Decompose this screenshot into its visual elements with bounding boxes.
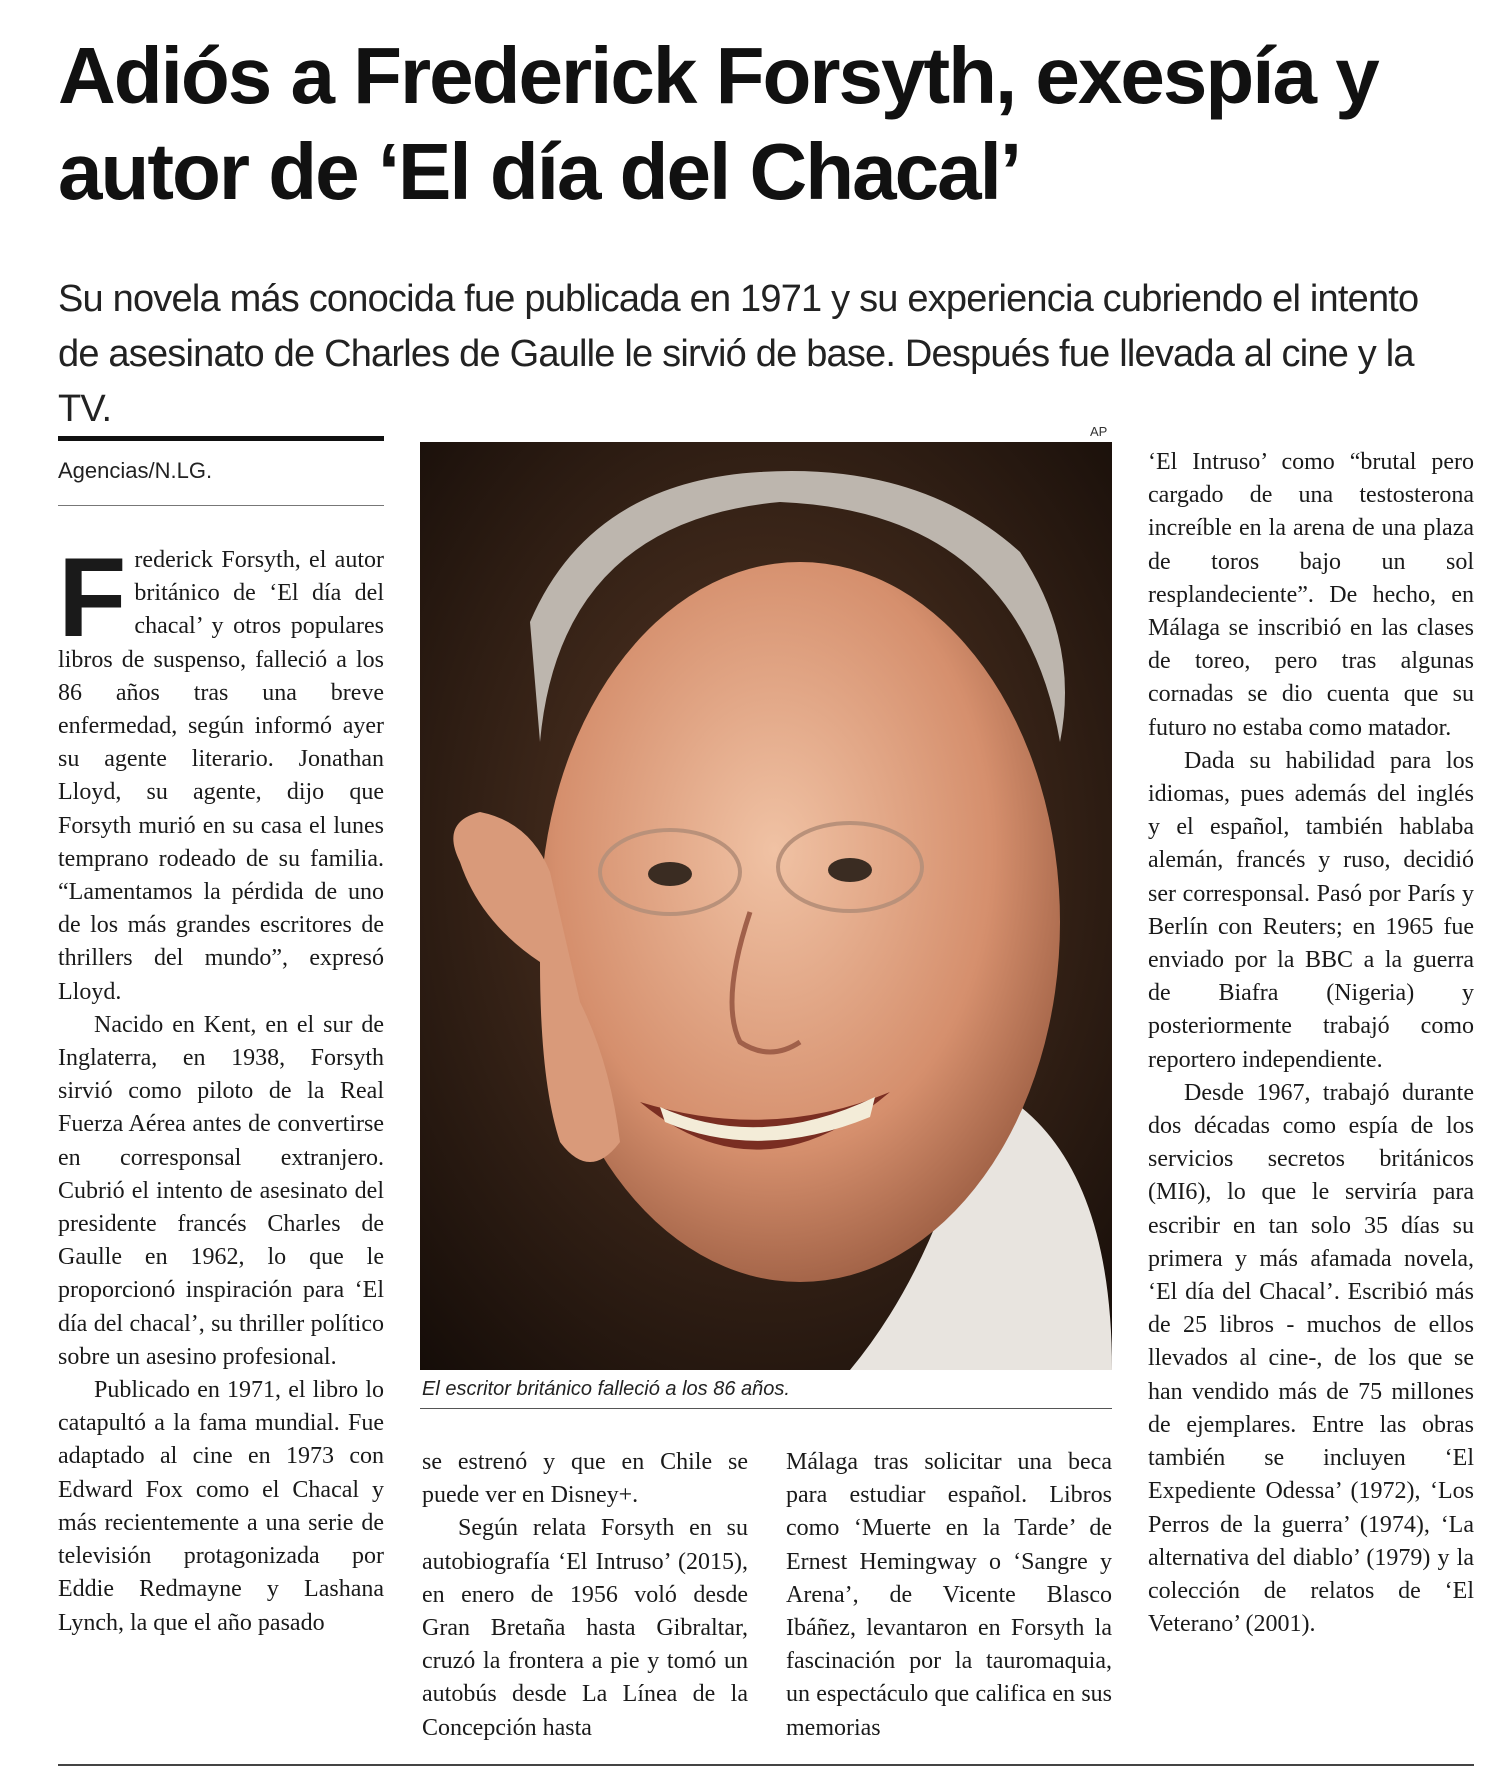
paragraph-1 bbox=[58, 535, 384, 1009]
subheadline: Su novela más conocida fue publicada en 1971 y su experiencia cubriendo el intento de asesinato de Charles de Gaulle le sirvió de base. Después fue llevada al cine y la TV. bbox=[58, 278, 1419, 430]
paragraph-2: Nacido en Kent, en el sur de Inglaterra, en 1938, Forsyth sirvió como piloto de la Real Fuerza Aérea antes de convertirse en corresponsal extranjero. Cubrió el intento de asesinato del presidente francés Charles de Gaulle en 1962, lo que le proporcionó inspiración para ‘El día del chacal’, su thriller político sobre un asesino profesional. bbox=[58, 1011, 384, 1370]
article-column-1 bbox=[58, 535, 384, 1640]
paragraph-6: Desde 1967, trabajó durante dos décadas como espía de los servicios secretos británicos (MI6), lo que le serviría para escribir en tan solo 35 días su primera y más afamada novela, ‘El día del Chacal’. Escribió más de 25 libros - muchos de ellos llevados al cine-, de los que se han vendido más de 75 millones de ejemplares. Entre las obras también se incluyen ‘El Expediente Odessa’ (1972), ‘Los Perros de la guerra’ (1974), ‘La alternativa del diablo’ (1979) y la colección de relatos de ‘El Veterano’ (2001). bbox=[1148, 1079, 1474, 1638]
headline: Adiós a Frederick Forsyth, exespía y autor de ‘El día del Chacal’ bbox=[58, 31, 1378, 216]
paragraph-3-continued: se estrenó y que en Chile se puede ver en Disney+. bbox=[422, 1449, 748, 1509]
page-bottom-rule bbox=[58, 1764, 1474, 1766]
article-column-3 bbox=[786, 1446, 1112, 1745]
byline: Agencias/N.LG. bbox=[58, 458, 213, 483]
byline-top-rule bbox=[58, 436, 384, 441]
paragraph-5: Dada su habilidad para los idiomas, pues además del inglés y el español, también hablaba alemán, francés y ruso, decidió ser corresponsal. Pasó por París y Berlín con Reuters; en 1965 fue enviado por la BBC a la guerra de Biafra (Nigeria) y posteriormente trabajó como reportero independiente. bbox=[1148, 747, 1474, 1073]
drop-cap: F bbox=[58, 535, 127, 660]
byline-bottom-rule bbox=[58, 505, 384, 506]
caption-rule bbox=[420, 1408, 1112, 1409]
portrait-illustration bbox=[420, 442, 1112, 1370]
paragraph-1-text: rederick Forsyth, el autor británico de ‘El día del chacal’ y otros populares libros de suspenso, falleció a los 86 años tras una breve enfermedad, según informó ayer su agente literario. Jonathan Lloyd, su agente, dijo que Forsyth murió en su casa el lunes temprano rodeado de su familia. “Lamentamos la pérdida de uno de los más grandes escritores de thrillers del mundo”, expresó Lloyd. bbox=[58, 547, 384, 1005]
photo-credit: AP bbox=[1090, 424, 1108, 439]
portrait-photo bbox=[420, 442, 1112, 1370]
paragraph-3: Publicado en 1971, el libro lo catapultó a la fama mundial. Fue adaptado al cine en 1973 con Edward Fox como el Chacal y más recientemente a una serie de televisión protagonizada por Eddie Redmayne y Lashana Lynch, la que el año pasado bbox=[58, 1377, 384, 1636]
article-column-4 bbox=[1148, 446, 1474, 1641]
paragraph-4-continued-2: ‘El Intruso’ como “brutal pero cargado de una testosterona increíble en la arena de una plaza de toros bajo un sol resplandeciente”. De hecho, en Málaga se inscribió en las clases de toreo, pero tras algunas cornadas se dio cuenta que su futuro no estaba como matador. bbox=[1148, 449, 1474, 741]
photo-caption: El escritor británico falleció a los 86 años. bbox=[422, 1378, 790, 1400]
paragraph-4: Según relata Forsyth en su autobiografía ‘El Intruso’ (2015), en enero de 1956 voló desde Gran Bretaña hasta Gibraltar, cruzó la frontera a pie y tomó un autobús desde La Línea de la Concepción hasta bbox=[422, 1515, 748, 1741]
paragraph-4-continued: Málaga tras solicitar una beca para estudiar español. Libros como ‘Muerte en la Tarde’ de Ernest Hemingway o ‘Sangre y Arena’, de Vicente Blasco Ibáñez, levantaron en Forsyth la fascinación por la tauromaquia, un espectáculo que califica en sus memorias bbox=[786, 1449, 1112, 1741]
article-column-2 bbox=[422, 1446, 748, 1745]
